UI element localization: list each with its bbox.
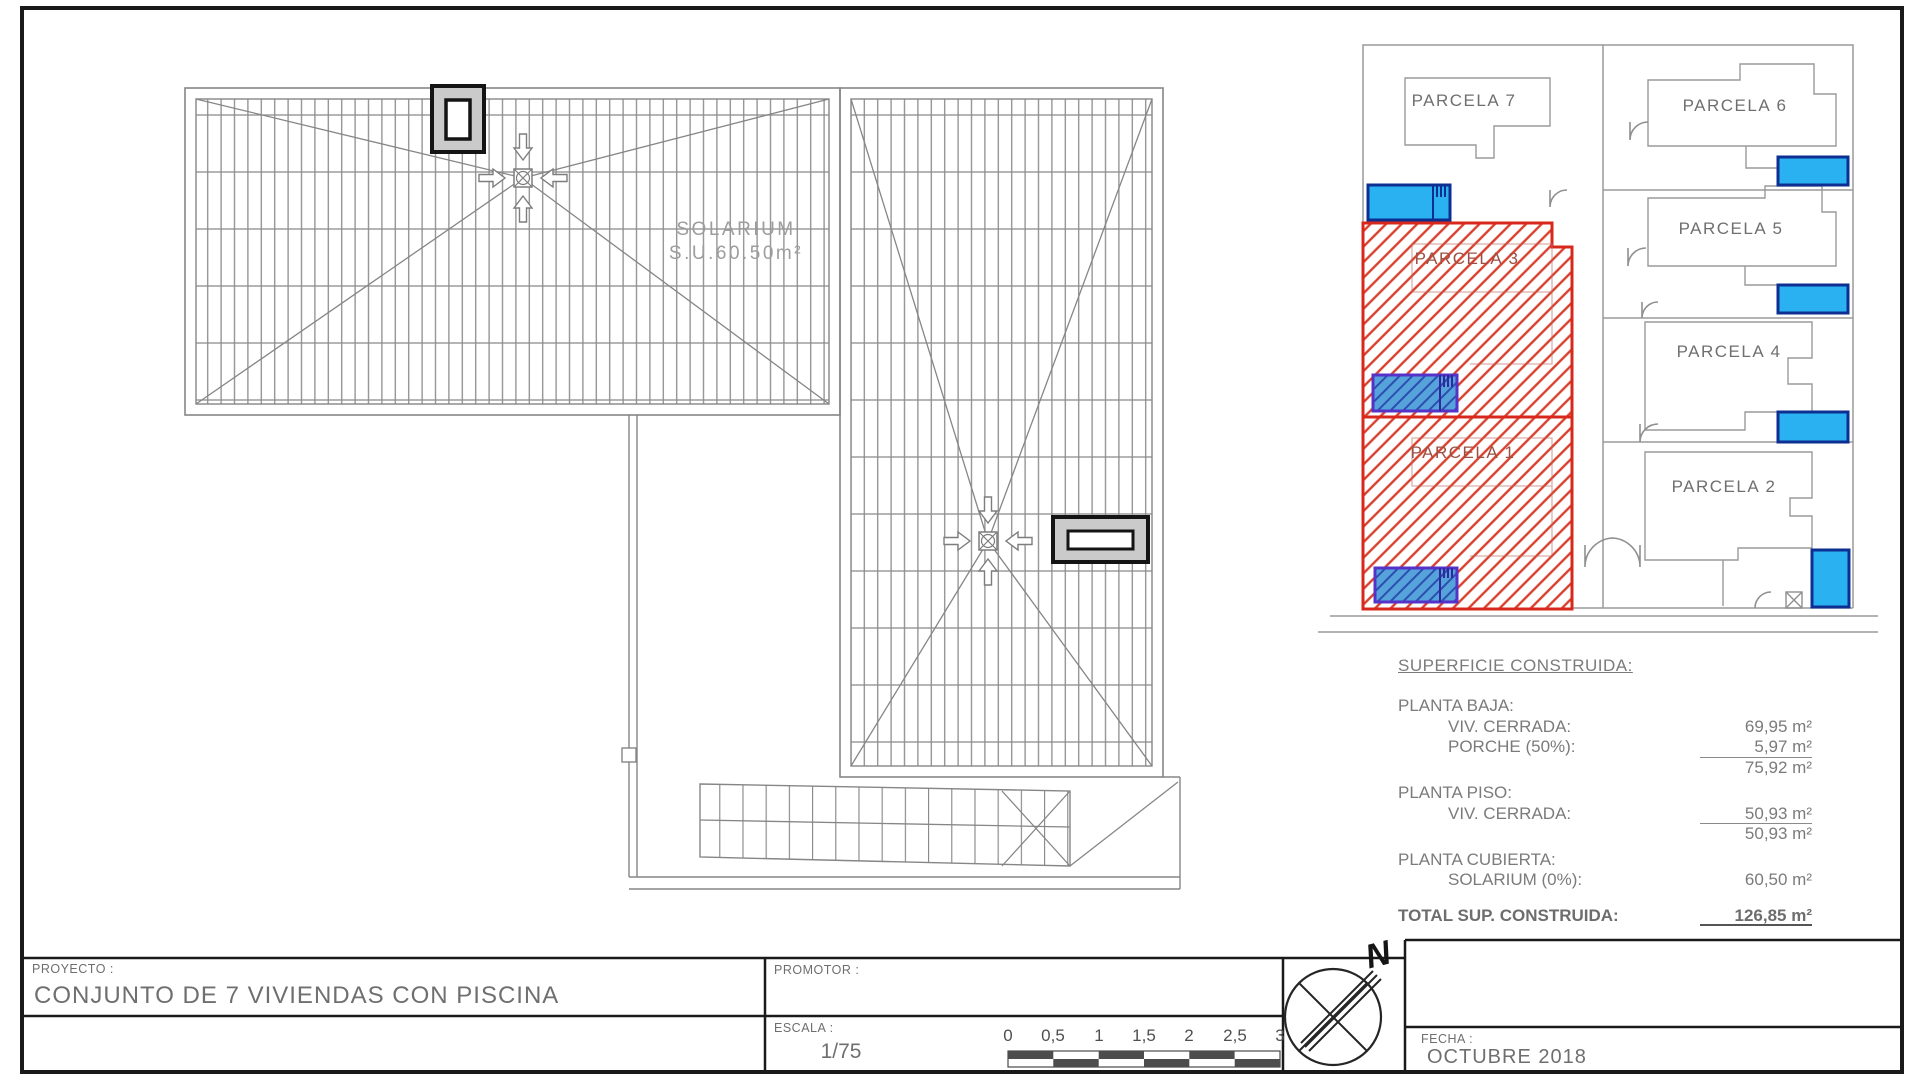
- table-row: PLANTA CUBIERTA:: [1398, 849, 1556, 869]
- parcela-3-label: PARCELA 3: [1414, 249, 1520, 268]
- scale-tick-label: 2: [1184, 1026, 1194, 1045]
- door-arcs: [1550, 122, 1771, 608]
- table-row: SOLARIUM (0%): 60,50 m²: [1448, 870, 1812, 889]
- site-plan: [1318, 45, 1878, 632]
- pool-icon: [1778, 285, 1848, 313]
- site-dividers: [1572, 45, 1853, 608]
- table-subtotal-row: 75,92 m²: [1744, 757, 1812, 777]
- roof-plan: [185, 86, 1180, 889]
- table-row: VIV. CERRADA: 50,93 m²: [1448, 803, 1812, 823]
- table-total-row: TOTAL SUP. CONSTRUIDA: 126,85 m²: [1398, 905, 1812, 925]
- chimney-icon: [1053, 517, 1148, 562]
- ground-lines: [1318, 616, 1878, 632]
- pool-icon: [1812, 550, 1849, 607]
- parcela-4-label: PARCELA 4: [1676, 342, 1782, 361]
- table-row: VIV. CERRADA: 69,95 m²: [1448, 716, 1812, 736]
- pool-icon: [1375, 568, 1457, 602]
- parcela-2-label: PARCELA 2: [1671, 477, 1777, 496]
- scale-tick-label: 3: [1275, 1026, 1285, 1045]
- solarium-label-line2: S.U.60.50m²: [668, 243, 804, 264]
- scale-tick-label: 0: [1003, 1026, 1013, 1045]
- house-outline-parcela7: [1405, 78, 1550, 158]
- parcela-7-label: PARCELA 7: [1411, 91, 1517, 110]
- scale-tick-label: 0,5: [1041, 1026, 1065, 1045]
- north-letter: N: [1361, 933, 1395, 977]
- house-outline-parcela6: [1648, 64, 1836, 168]
- project-title: CONJUNTO DE 7 VIVIENDAS CON PISCINA: [34, 982, 560, 1009]
- table-row: PORCHE (50%): 5,97 m²: [1448, 737, 1812, 756]
- parcela-5-label: PARCELA 5: [1678, 219, 1784, 238]
- table-subtotal-row: 50,93 m²: [1744, 824, 1812, 843]
- scale-tick-label: 2,5: [1223, 1026, 1247, 1045]
- north-compass-icon: [1285, 969, 1381, 1065]
- house-outline-parcela2: [1645, 452, 1812, 606]
- fecha-value: OCTUBRE 2018: [1427, 1046, 1587, 1068]
- pool-icon: [1778, 412, 1848, 442]
- pool-icon: [1373, 375, 1457, 411]
- proyecto-label: PROYECTO :: [32, 962, 114, 976]
- stairs: [700, 782, 1178, 866]
- roof-right-wing: [840, 88, 1163, 777]
- promotor-label: PROMOTOR :: [774, 963, 860, 977]
- parcela-6-label: PARCELA 6: [1682, 96, 1788, 115]
- chimney-icon: [432, 86, 484, 152]
- fecha-label: FECHA :: [1421, 1032, 1474, 1046]
- escala-label: ESCALA :: [774, 1021, 834, 1035]
- surface-table-heading: SUPERFICIE CONSTRUIDA:: [1398, 656, 1633, 675]
- utility-box-icon: [1786, 592, 1802, 608]
- scale-bar: [1008, 1051, 1280, 1067]
- scale-tick-label: 1: [1094, 1026, 1104, 1045]
- table-row: PLANTA BAJA:: [1398, 696, 1514, 715]
- pool-icon: [1368, 185, 1450, 220]
- solarium-label: [626, 218, 846, 266]
- table-row: PLANTA PISO:: [1398, 783, 1513, 802]
- surface-table: [1398, 656, 1812, 926]
- parcela-1-label: PARCELA 1: [1410, 443, 1516, 462]
- escala-value: 1/75: [820, 1040, 862, 1063]
- pool-icon: [1778, 157, 1848, 185]
- solarium-label-line1: SOLARIUM: [676, 219, 796, 240]
- scale-tick-label: 1,5: [1132, 1026, 1156, 1045]
